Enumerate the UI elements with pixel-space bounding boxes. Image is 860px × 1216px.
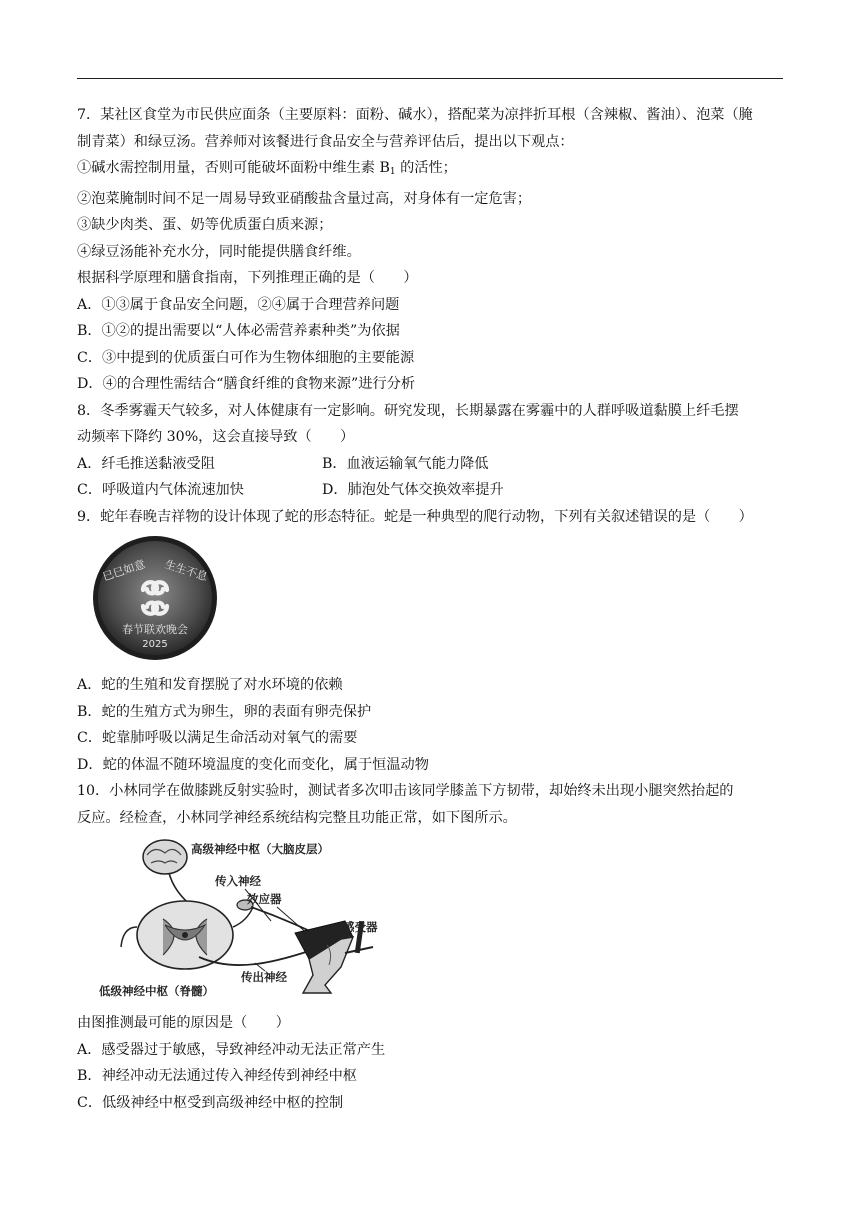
q7-question: 根据科学原理和膳食指南，下列推理正确的是（ ） bbox=[77, 270, 418, 286]
q8-option-c[interactable]: C．呼吸道内气体流速加快 bbox=[77, 482, 244, 498]
q7-option-b[interactable]: B．①②的提出需要以“人体必需营养素种类”为依据 bbox=[77, 323, 400, 339]
q7-point-1 bbox=[77, 155, 787, 186]
q9-option-d[interactable]: D．蛇的体温不随环境温度的变化而变化，属于恒温动物 bbox=[77, 756, 429, 773]
q7-point-1-subscript: 1 bbox=[389, 167, 396, 177]
knee-reflex-diagram-figure bbox=[95, 835, 787, 1004]
q10-option-a[interactable]: A．感受器过于敏感，导致神经冲动无法正常产生 bbox=[77, 1041, 386, 1058]
label-efferent-nerve: 传出神经 bbox=[241, 970, 287, 984]
label-higher-center: 高级神经中枢（大脑皮层） bbox=[191, 842, 329, 856]
q8-options-row-1 bbox=[77, 451, 787, 478]
header-rule bbox=[77, 78, 783, 79]
q9-stem: 9．蛇年春晚吉祥物的设计体现了蛇的形态特征。蛇是一种典型的爬行动物，下列有关叙述错误的是（ ） bbox=[77, 508, 753, 525]
q10-stem-line1: 10．小林同学在做膝跳反射实验时，测试者多次叩击该同学膝盖下方韧带，却始终未出现小腿突然抬起的 bbox=[77, 783, 734, 799]
q7-stem-line2: 制青菜）和绿豆汤。营养师对该餐进行食品安全与营养评估后，提出以下观点： bbox=[77, 133, 574, 150]
q8-option-a[interactable]: A．纤毛推送黏液受阻 bbox=[77, 455, 215, 472]
q7-option-a[interactable]: A．①③属于食品安全问题，②④属于合理营养问题 bbox=[77, 296, 400, 313]
q7-point-3: ③缺少肉类、蛋、奶等优质蛋白质来源； bbox=[77, 217, 333, 233]
q7-point-1-tail: 的活性； bbox=[395, 160, 457, 176]
spinal-cord-icon bbox=[121, 900, 253, 969]
mascot-medal-image bbox=[91, 534, 219, 662]
label-lower-center: 低级神经中枢（脊髓） bbox=[99, 984, 214, 998]
q9-option-b[interactable]: B．蛇的生殖方式为卵生，卵的表面有卵壳保护 bbox=[77, 703, 372, 720]
q8-options-row-2 bbox=[77, 477, 787, 504]
question-9 bbox=[77, 504, 787, 779]
question-10 bbox=[77, 778, 787, 1116]
q7-option-d[interactable]: D．④的合理性需结合“膳食纤维的食物来源”进行分析 bbox=[77, 376, 416, 392]
knee-reflex-diagram bbox=[95, 835, 405, 1000]
brain-icon bbox=[143, 840, 187, 874]
q8-stem-line1: 8．冬季雾霾天气较多，对人体健康有一定影响。研究发现，长期暴露在雾霾中的人群呼吸道黏膜上纤毛摆 bbox=[77, 402, 739, 419]
label-effector: 效应器 bbox=[247, 892, 282, 906]
q9-option-c[interactable]: C．蛇靠肺呼吸以满足生命活动对氧气的需要 bbox=[77, 730, 358, 746]
q7-option-c[interactable]: C．③中提到的优质蛋白可作为生物体细胞的主要能源 bbox=[77, 349, 415, 366]
label-receptor: 感受器 bbox=[343, 920, 378, 934]
question-7 bbox=[77, 102, 787, 398]
q7-point-1-text: ①碱水需控制用量，否则可能破坏面粉中维生素 B bbox=[77, 160, 390, 176]
q10-question: 由图推测最可能的原因是（ ） bbox=[77, 1015, 290, 1031]
medal-year: 2025 bbox=[142, 639, 168, 650]
q8-stem-line2: 动频率下降约 30%，这会直接导致（ ） bbox=[77, 429, 355, 445]
q7-point-4: ④绿豆汤能补充水分，同时能提供膳食纤维。 bbox=[77, 243, 361, 260]
snake-mascot-medal-figure bbox=[91, 534, 787, 666]
medal-face bbox=[98, 541, 212, 655]
medal-top-left-text: 巳巳如意 bbox=[100, 557, 147, 584]
exam-page bbox=[77, 102, 787, 1116]
q8-option-d[interactable]: D．肺泡处气体交换效率提升 bbox=[322, 482, 504, 498]
medal-bottom-text: 春节联欢晚会 bbox=[122, 623, 188, 636]
q10-option-c[interactable]: C．低级神经中枢受到高级神经中枢的控制 bbox=[77, 1094, 344, 1111]
q8-option-b[interactable]: B．血液运输氧气能力降低 bbox=[322, 455, 489, 472]
q10-stem-line2: 反应。经检查，小林同学神经系统结构完整且功能正常，如下图所示。 bbox=[77, 809, 517, 826]
q10-option-b[interactable]: B．神经冲动无法通过传入神经传到神经中枢 bbox=[77, 1068, 357, 1084]
q9-option-a[interactable]: A．蛇的生殖和发育摆脱了对水环境的依赖 bbox=[77, 677, 343, 693]
label-afferent-nerve: 传入神经 bbox=[215, 874, 261, 888]
q7-stem-line1: 7．某社区食堂为市民供应面条（主要原料：面粉、碱水），搭配菜为凉拌折耳根（含辣椒、酱油）、泡菜（腌 bbox=[77, 107, 753, 123]
q7-point-2: ②泡菜腌制时间不足一周易导致亚硝酸盐含量过高，对身体有一定危害； bbox=[77, 190, 532, 207]
medal-top-right-text: 生生不息 bbox=[163, 557, 210, 584]
question-8 bbox=[77, 398, 787, 504]
